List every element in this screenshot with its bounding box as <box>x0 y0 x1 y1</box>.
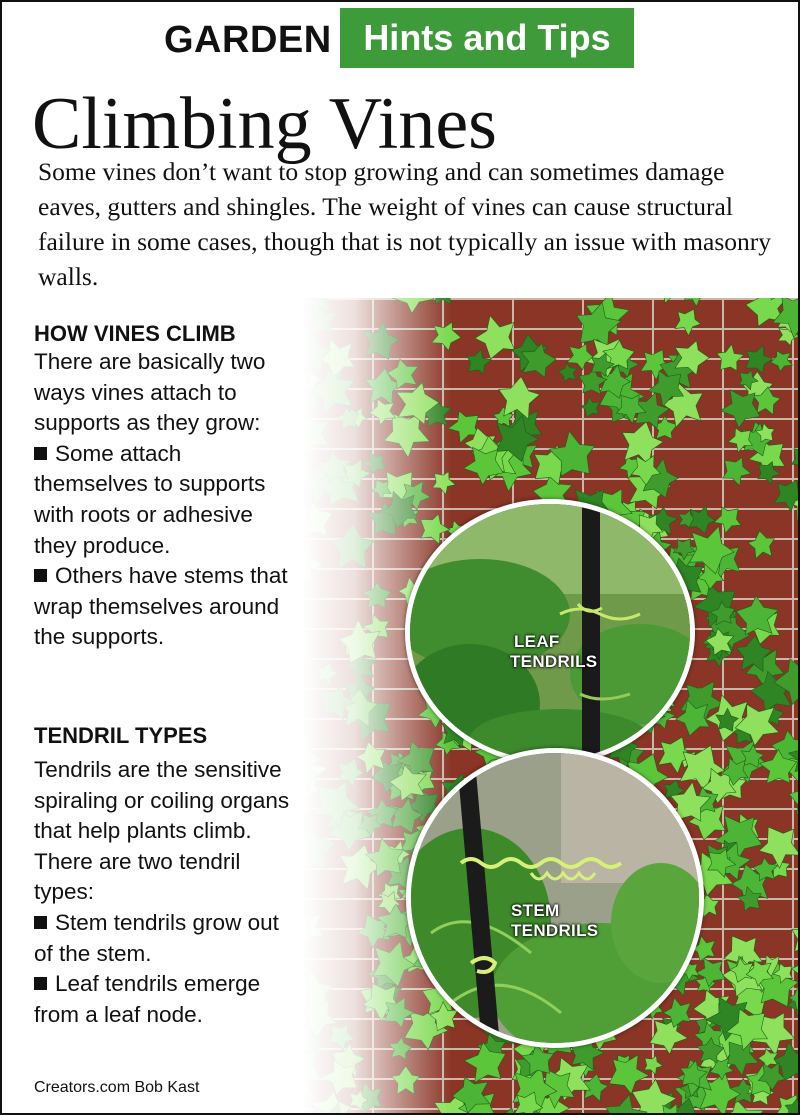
leaf-tendrils-inset <box>405 499 695 765</box>
bullet-square-icon <box>34 447 47 460</box>
stem-label-line2: TENDRILS <box>511 921 599 940</box>
stem-label-line1: STEM <box>511 901 560 920</box>
ivy-leaf <box>746 529 777 560</box>
ivy-leaf <box>715 450 755 490</box>
header-garden: GARDEN <box>164 19 332 61</box>
leaf-label-line1: LEAF <box>514 632 560 651</box>
ivy-leaf <box>785 778 800 821</box>
bullet-item: Stem tendrils grow out of the stem. <box>34 909 279 966</box>
ivy-leaf <box>680 298 710 308</box>
ivy-leaf <box>785 440 800 476</box>
section-how-vines-climb <box>34 347 296 653</box>
ivy-leaf <box>557 362 578 383</box>
intro-paragraph: Some vines don’t want to stop growing and can sometimes damage eaves, gutters and shingles. The weight of vines can cause structural failure in some cases, though that is not typically an issue with masonry walls. <box>38 157 771 291</box>
section-tendril-types <box>34 755 296 1030</box>
ivy-leaf <box>769 349 793 373</box>
section-heading-tendril-types: TENDRIL TYPES <box>34 723 208 748</box>
section-heading-how-vines-climb: HOW VINES CLIMB <box>34 321 236 346</box>
ivy-leaf <box>655 298 683 303</box>
bullet-square-icon <box>34 977 47 990</box>
section-intro: Tendrils are the sensitive spiraling or coiling organs that help plants climb. There are two tendril types: <box>34 757 290 905</box>
bullet-item: Leaf tendrils emerge from a leaf node. <box>34 971 261 1027</box>
stem-tendrils-inset <box>406 748 704 1048</box>
ivy-leaf <box>566 341 596 371</box>
bullet-square-icon <box>34 916 47 929</box>
ivy-leaf <box>794 876 800 906</box>
ivy-leaf <box>578 395 603 420</box>
ivy-leaf <box>670 303 705 338</box>
ivy-leaf <box>710 341 747 378</box>
header-hints-and-tips-banner: Hints and Tips <box>340 8 634 68</box>
bullet-square-icon <box>34 569 47 582</box>
ivy-leaf <box>788 917 800 956</box>
bullet-item: Others have stems that wrap themselves around the supports. <box>34 563 288 650</box>
page-title: Climbing Vines <box>32 83 497 165</box>
bullet-item: Some attach themselves to supports with roots or adhesive they produce. <box>34 440 266 558</box>
ivy-leaf <box>769 473 800 514</box>
photo-credit: Creators.com Bob Kast <box>34 1079 200 1096</box>
leaf-label-line2: TENDRILS <box>510 652 598 671</box>
section-intro: There are basically two ways vines attach to supports as they grow: <box>34 349 266 436</box>
stem-tendrils-image <box>411 753 699 1043</box>
